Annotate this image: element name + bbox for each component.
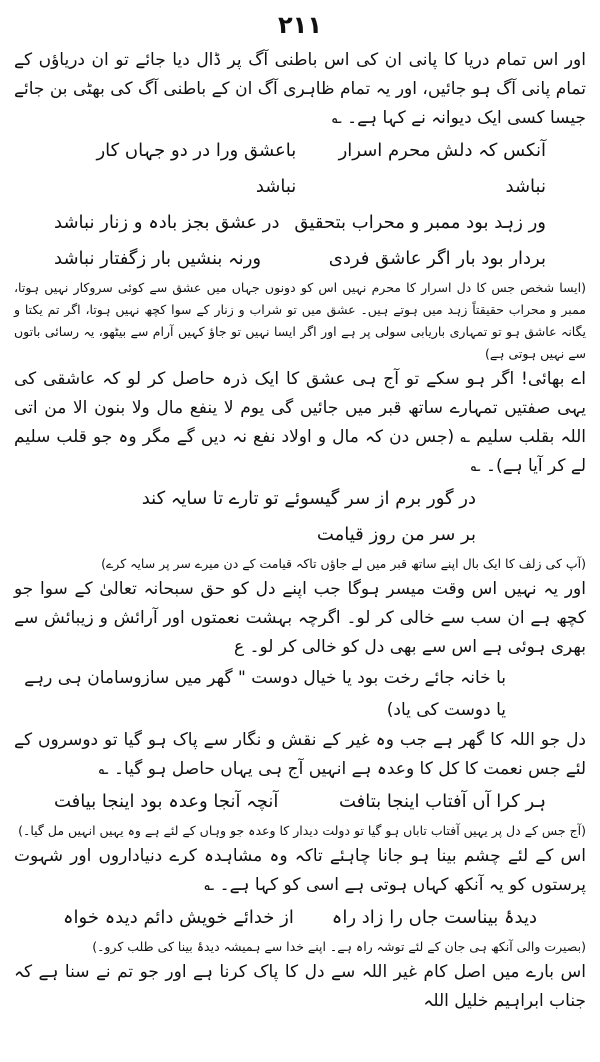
page-number: ۲۱۱ [278,11,322,39]
verse-right-hemistich: ہر کرا آں آفتاب اینجا بتافت [338,791,546,812]
verse-couplet [14,205,586,241]
paragraph: اور اس تمام دریا کا پانی ان کی اس باطنی آگ پر ڈال دیا جائے تو ان دریاؤں کے تمام پانی آگ ہو جائیں، اور یہ تمام ظاہری آگ ان کے باطنی آگ کی بھٹی بن جائے جیسا کسی ایک دیوانہ نے کہا ہے۔ ؎ [14,50,586,128]
paragraph: اور یہ نہیں اس وقت میسر ہوگا جب اپنے دل کو حق سبحانہ تعالیٰ کے سوا جو کچھ ہے ان سب سے خالی کر لو۔ اگرچہ بہشت نعمتوں اور آرائش و زیبائش سے بھری ہوئی ہے اس سے بھی دل کو خالی کر لو۔ ع [14,579,586,657]
paragraph: اس کے لئے چشم بینا ہو جانا چاہئے تاکہ وہ مشاہدہ کرے دنیاداروں اور شہوت پرستوں کو یہ آنکھ کہاں ہوتی ہے اسی کو کہا ہے۔ ؎ [14,846,586,895]
verse-line: در گور برم از سر گیسوئے تو تارے تا سایہ کند بر سر من روز قیامت [141,488,476,545]
verse-couplet [14,784,586,820]
verse-couplet [14,900,586,936]
verse-left-hemistich: از خدائے خویش دائم دیدہ خواہ [63,907,294,928]
verse-right-hemistich: دیدۂ بیناست جاں را زاد راہ [331,907,538,928]
verse-couplet [14,133,586,205]
translation-note: (آج جس کے دل پر یہیں آفتاب تاباں ہو گیا تو دولت دیدار کا وعدہ جو وہاں کے لئے ہے وہ یہیں انہیں مل گیا۔) [18,823,586,838]
verse-left-hemistich: در عشق بجز بادہ و زنار نباشد [54,212,280,233]
verse-left-hemistich: ورنہ بنشیں بار زگفتار نباشد [54,248,262,269]
verse-right-hemistich: آنکس کہ دلش محرم اسرار نباشد [338,140,546,197]
verse-left-hemistich: باعشق ورا در دو جہاں کار نباشد [96,140,297,197]
verse-right-hemistich: بردار بود بار اگر عاشق فردی [328,248,546,269]
paragraph: دل جو اللہ کا گھر ہے جب وہ غیر کے نقش و نگار سے پاک ہو گیا تو دوسروں کے لئے جس نعمت کا کل کا وعدہ ہے انہیں آج ہی یہاں حاصل ہو گیا۔ ؎ [14,730,586,779]
paragraph: اس بارے میں اصل کام غیر اللہ سے دل کا پاک کرنا ہے اور جو تم نے سنا ہے کہ جناب ابراہیم خلیل اللہ [14,962,586,1011]
paragraph: اے بھائی! اگر ہو سکے تو آج ہی عشق کا ایک ذرہ حاصل کر لو کہ عاشقی کی یہی صفتیں تمہارے ساتھ قبر میں جائیں گی یوم لا ینفع مال ولا بنون الا من اتی اللہ بقلب سلیم ؎ (جس دن کہ مال و اولاد نفع نہ دیں گے مگر وہ جو قلب سلیم لے کر آیا ہے)۔ ؎ [14,369,586,476]
hemistich-line: با خانہ جائے رخت بود یا خیال دوست " گھر میں سازوسامان ہی رہے یا دوست کی یاد) [24,668,506,720]
verse-couplet [14,241,586,277]
document-body [14,46,586,1016]
verse-right-hemistich: ور زہد بود ممبر و محراب بتحقیق [294,212,546,233]
translation-note: (آپ کی زلف کا ایک بال اپنے ساتھ قبر میں لے جاؤں تاکہ قیامت کے دن میرے سر پر سایہ کرے) [101,556,586,571]
translation-note: (بصیرت والی آنکھ ہی جان کے لئے توشہ راہ ہے۔ اپنے خدا سے ہمیشہ دیدۂ بینا کی طلب کرو۔) [92,939,586,954]
verse-left-hemistich: آنچہ آنجا وعدہ بود اینجا بیافت [54,791,279,812]
translation-note: (ایسا شخص جس کا دل اسرار کا محرم نہیں اس کو دونوں جہاں میں عشق سے کوئی سروکار نہیں ہوتا، ممبر و محراب حقیقتاً زہد میں ہوتے ہیں۔ عشق میں تو شراب و زنار کے سوا کچھ نہیں ہوتا، اگر تم یکتا و یگانہ عاشق ہو تو تمہاری باریابی سولی پر ہے اور اگر ایسا نہیں تو جاؤ کہیں آرام سے بیٹھو، یہ رسائی باتوں سے نہیں ہوتی ہے) [14,280,586,361]
